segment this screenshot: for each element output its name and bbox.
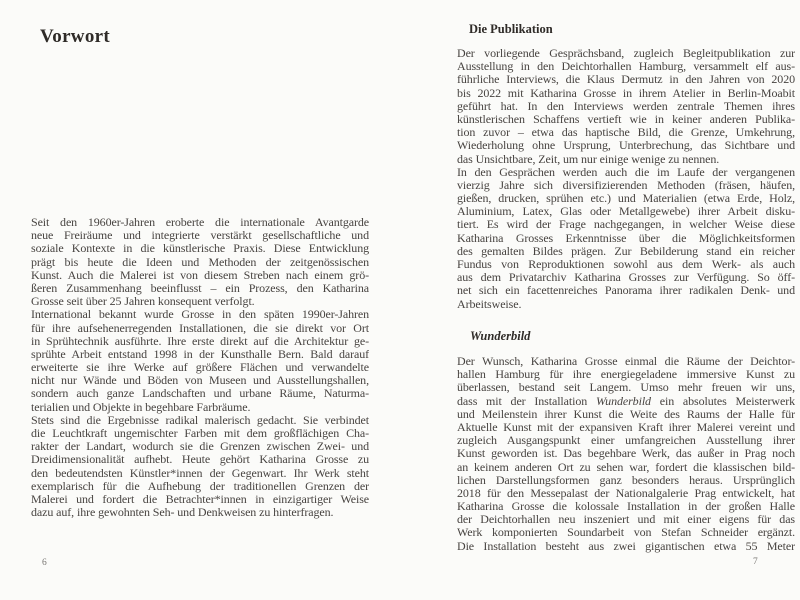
right-body-text-lower (457, 355, 795, 553)
left-page (31, 0, 369, 600)
page-number-left: 6 (42, 558, 47, 568)
text-line: Malerei und fordert die Betrachter*innen in einzigartiger Weise (31, 492, 369, 506)
paragraph (457, 166, 795, 311)
text-line: erweiterte sie ihre Werke auf größere Flächen und verwandelte (31, 361, 369, 375)
text-line: exemplarisch für die Aufhebung der traditionellen Grenzen der (31, 479, 369, 493)
text-line: zugleich Ausgangspunkt einer umfangreichen Ausstellung ihrer (457, 434, 795, 448)
right-page (457, 0, 795, 600)
text-line: geführt hat. In den Interviews werden zentrale Themen ihres (457, 99, 795, 113)
text-line: gießen, drucken, sprühen etc.) und Materialien (etwa Erde, Holz, (457, 192, 795, 206)
text-line: Kunst geworden ist. Das begehbare Werk, das außer in Prag noch (457, 447, 795, 461)
text-line: dass mit der Installation Wunderbild ein absolutes Meisterwerk (457, 394, 795, 408)
text-line: das Unsichtbare, Zeit, um nur einige wenige zu nennen. (457, 152, 720, 166)
text-line: die Leuchtkraft ungemischter Farben mit dem großflächigen Cha- (31, 427, 369, 440)
text-line: bis 2022 mit Katharina Grosse in ihrem Atelier in Berlin-Moabit (457, 86, 795, 100)
text-line: Der vorliegende Gesprächsband, zugleich Begleitpublikation zur (457, 47, 795, 60)
text-line: und Meilenstein ihrer Kunst die Weite des Raums der Halle für (457, 407, 795, 421)
text-line: sprühte Arbeit entstand 1998 in der Kunsthalle Bern. Bald darauf (31, 347, 369, 361)
text-line: hallen Hamburg für ihre energiegeladene immersive Kunst zu (457, 368, 795, 382)
text-line: des gemalten Bildes prägen. Zur Bebilderung stand ein reicher (457, 244, 795, 258)
text-line: Grosse seit über 25 Jahren konsequent verfolgt. (31, 295, 255, 309)
text-line: dazu auf, ihre gewohnten Seh- und Denkweisen zu hinterfragen. (31, 506, 334, 520)
text-line: sondern auch ganze Landschaften und urbane Räume, Naturma- (31, 387, 369, 401)
paragraph (31, 216, 369, 308)
paragraph (457, 355, 795, 553)
left-body-text (31, 216, 369, 519)
text-line: Arbeitsweise. (457, 297, 522, 311)
text-line: Fundus von Reproduktionen sowohl aus dem Werk- als auch (457, 258, 795, 271)
text-line: tion zuvor – etwa das haptische Bild, die Grenze, Umkehrung, (457, 126, 795, 140)
page-number-right: 7 (753, 557, 758, 567)
paragraph (457, 47, 795, 166)
subsection-heading: Wunderbild (470, 329, 531, 343)
text-line: aus dem Privatarchiv Katharina Grosses zur Verfügung. So öff- (457, 271, 795, 285)
text-line: Die Installation besteht aus zwei gigantischen etwa 55 Meter (457, 539, 795, 553)
text-line: Aktuelle Kunst mit der expansiven Kraft ihrer Malerei vereint und (457, 420, 795, 434)
text-line: neue Freiräume und integrierte verstärkt gesellschaftliche und (31, 229, 369, 243)
text-line: terialien und Objekte in begehbare Farbräume. (31, 400, 251, 414)
text-line: in Sprühtechnik ausführte. Ihre erste direkt auf die Architektur ge- (31, 334, 369, 348)
text-line: In den Gesprächen werden auch die im Laufe der vergangenen (457, 165, 795, 179)
text-line: Kunst. Auch die Malerei ist von diesem Streben nach einem grö- (31, 268, 369, 282)
text-line: Der Wunsch, Katharina Grosse einmal die Räume der Deichtor- (457, 355, 795, 368)
text-line: Ausstellung in den Deichtorhallen Hamburg, versammelt elf aus- (457, 60, 795, 74)
text-line: Katharina Grosse die kolossale Installation in der großen Halle (457, 500, 795, 514)
text-line: überlassen, bestand seit Langem. Umso mehr freuen wir uns, (457, 381, 795, 395)
text-line: soziale Kontexte in die künstlerische Praxis. Diese Entwicklung (31, 242, 369, 256)
text-line: 2018 für den Messepalast der Nationalgalerie Prag entwickelt, hat (457, 486, 795, 500)
text-line: führliche Interviews, die Klaus Dermutz in den Jahren von 2020 (457, 73, 795, 87)
text-line: Seit den 1960er-Jahren eroberte die internationale Avantgarde (31, 216, 369, 229)
text-line: Katharina Grosses Erkenntnisse über die Möglichkeitsformen (457, 231, 795, 245)
text-line: an keinem anderen Ort zu sehen war, fordert die klassischen bild- (457, 460, 795, 474)
text-line: Werk komponierten Soundarbeit von Stefan Schneider ergänzt. (457, 526, 795, 540)
paragraph (31, 414, 369, 520)
text-line: künstlerischen Schaffens vertieft wie in keiner anderen Publika- (457, 112, 795, 126)
text-line: Stets sind die Ergebnisse radikal malerisch gedacht. Sie verbindet (31, 413, 369, 427)
text-line: tiert. Es wird der Frage nachgegangen, in welcher Weise diese (457, 218, 795, 232)
text-line: Wiederholung ohne Ursprung, Unterbrechung, das Sichtbare und (457, 139, 795, 153)
text-line: Dreidimensionalität aufhebt. Heute gehört Katharina Grosse zu (31, 453, 369, 467)
text-line: prägt bis heute die Ideen und Methoden der zeitgenössischen (31, 255, 369, 269)
text-line: den bedeutendsten Künstler*innen der Gegenwart. Ihr Werk steht (31, 466, 369, 480)
text-line: Aluminium, Latex, Glas oder Metallgewebe) ihrer Arbeit disku- (457, 205, 795, 219)
section-heading: Die Publikation (469, 22, 553, 36)
right-body-text-upper (457, 47, 795, 311)
text-line: rakter der Landart, wodurch sie die Grenzen zwischen Zwei- und (31, 440, 369, 454)
text-line: vierzig Jahre sich diversifizierenden Methoden (fräsen, häufen, (457, 178, 795, 192)
text-line: für ihre aufsehenerregenden Installationen, die sie direkt vor Ort (31, 321, 369, 335)
paragraph (31, 308, 369, 414)
text-line: ßeren Zusammenhang beeinflusst – ein Prozess, den Katharina (31, 281, 369, 295)
text-line: net sich ein facettenreiches Panorama ihrer radikalen Denk- und (457, 284, 795, 298)
text-line: der Deichtorhallen neu inszeniert und mit einer eigens für das (457, 513, 795, 527)
text-line: International bekannt wurde Grosse in den späten 1990er-Jahren (31, 308, 369, 322)
text-line: nicht nur Wände und Böden von Museen und Ausstellungshallen, (31, 374, 369, 388)
page-title: Vorwort (40, 26, 110, 47)
text-line: lichen Darstellungsformen ganz besonders heraus. Ursprünglich (457, 473, 795, 487)
